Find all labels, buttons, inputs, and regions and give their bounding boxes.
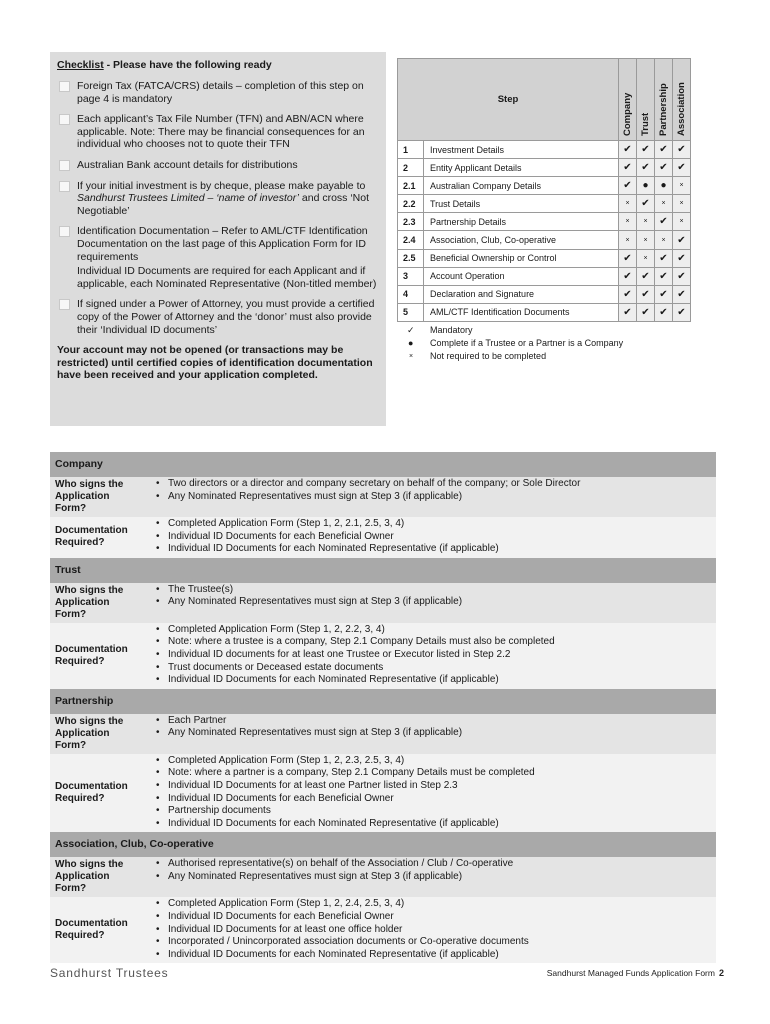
list-item: • Any Nominated Representatives must sign at Step 3 (if applicable)	[156, 727, 716, 740]
step-row	[398, 177, 691, 195]
who-signs-row	[50, 477, 716, 517]
checkbox[interactable]	[59, 181, 70, 192]
step-name: Investment Details	[424, 141, 619, 159]
step-mark: ×	[655, 231, 673, 249]
step-mark: ✔	[637, 159, 655, 177]
documentation-row	[50, 517, 716, 558]
page-number: 2	[718, 968, 724, 978]
checklist-id-note: Individual ID Documents are required for each Applicant and if applicable, each Nominated Representative (Non-titled member)	[77, 265, 377, 290]
step-row	[398, 159, 691, 177]
step-mark: ✔	[673, 285, 691, 303]
documentation-row	[50, 754, 716, 833]
documentation-label: Documentation Required?	[55, 781, 128, 805]
checklist-item-bank: Australian Bank account details for distributions	[57, 159, 378, 172]
step-number: 2.3	[398, 213, 424, 231]
documentation-list	[148, 897, 716, 963]
step-number: 5	[398, 303, 424, 321]
documentation-label: Documentation Required?	[55, 643, 128, 667]
step-name: Beneficial Ownership or Control	[424, 249, 619, 267]
step-row	[398, 231, 691, 249]
step-name: Account Operation	[424, 267, 619, 285]
col-company: Company	[619, 59, 637, 141]
who-signs-list	[148, 857, 716, 897]
list-item: • Any Nominated Representatives must sign at Step 3 (if applicable)	[156, 871, 716, 884]
step-number: 2.1	[398, 177, 424, 195]
who-signs-row	[50, 857, 716, 897]
step-number: 2.2	[398, 195, 424, 213]
step-row	[398, 141, 691, 159]
legend-item	[404, 324, 623, 337]
step-row	[398, 267, 691, 285]
list-item: • Individual ID documents for at least one Trustee or Executor listed in Step 2.2	[156, 649, 716, 662]
step-mark: ✔	[673, 231, 691, 249]
list-item: • Two directors or a director and company secretary on behalf of the company; or Sole Director	[156, 478, 716, 491]
step-mark: ×	[619, 195, 637, 213]
step-number: 1	[398, 141, 424, 159]
list-item: • Individual ID Documents for each Beneficial Owner	[156, 531, 716, 544]
step-number: 2	[398, 159, 424, 177]
step-mark: ✔	[619, 177, 637, 195]
list-item: • Each Partner	[156, 715, 716, 728]
list-item: • Trust documents or Deceased estate documents	[156, 662, 716, 675]
step-mark: ✔	[619, 159, 637, 177]
step-mark: ✔	[673, 303, 691, 321]
checkbox[interactable]	[59, 81, 70, 92]
checklist-item-fatca: Foreign Tax (FATCA/CRS) details – completion of this step on page 4 is mandatory	[57, 80, 378, 105]
step-mark: ✔	[619, 267, 637, 285]
signing-requirements	[50, 452, 716, 963]
documentation-label: Documentation Required?	[55, 525, 128, 549]
step-mark: ×	[619, 213, 637, 231]
step-mark: ×	[637, 213, 655, 231]
checkbox[interactable]	[59, 299, 70, 310]
step-mark: ✔	[637, 285, 655, 303]
step-mark: ×	[673, 177, 691, 195]
who-signs-label: Who signs the Application Form?	[55, 479, 124, 514]
step-mark: ✔	[673, 159, 691, 177]
step-mark: ✔	[655, 303, 673, 321]
step-table	[397, 58, 691, 322]
step-number: 4	[398, 285, 424, 303]
step-mark: ✔	[673, 141, 691, 159]
documentation-row	[50, 623, 716, 689]
documentation-row	[50, 897, 716, 963]
step-mark: ✔	[655, 159, 673, 177]
checkbox[interactable]	[59, 114, 70, 125]
section-heading: Association, Club, Co-operative	[50, 832, 716, 857]
who-signs-list	[148, 477, 716, 517]
footer-doc-title: Sandhurst Managed Funds Application Form 2	[546, 968, 724, 978]
legend-symbol: ●	[408, 338, 414, 348]
who-signs-row	[50, 714, 716, 754]
step-mark: ✔	[637, 195, 655, 213]
list-item: • Partnership documents	[156, 805, 716, 818]
step-name: Trust Details	[424, 195, 619, 213]
step-mark: ✔	[619, 141, 637, 159]
step-mark: ×	[673, 213, 691, 231]
who-signs-label: Who signs the Application Form?	[55, 715, 124, 751]
step-mark: ×	[637, 231, 655, 249]
step-mark: ✔	[655, 213, 673, 231]
list-item: • Individual ID Documents for each Beneficial Owner	[156, 911, 716, 924]
list-item: • Individual ID Documents for at least one office holder	[156, 924, 716, 937]
step-mark: ✔	[619, 249, 637, 267]
list-item: • Completed Application Form (Step 1, 2, 2.3, 2.5, 3, 4)	[156, 755, 716, 768]
list-item: • Individual ID Documents for each Nominated Representative (if applicable)	[156, 543, 716, 556]
list-item: • Completed Application Form (Step 1, 2, 2.2, 3, 4)	[156, 624, 716, 637]
section-heading: Company	[50, 452, 716, 477]
list-item: • Incorporated / Unincorporated association documents or Co-operative documents	[156, 936, 716, 949]
checklist-panel	[50, 52, 386, 426]
list-item: • The Trustee(s)	[156, 584, 716, 597]
who-signs-row	[50, 583, 716, 623]
step-mark: ✔	[673, 249, 691, 267]
legend-text: Complete if a Trustee or a Partner is a Company	[430, 338, 624, 348]
checklist-item-cheque: If your initial investment is by cheque, please make payable to Sandhurst Trustees Limited – ‘name of investor’ and cross ‘Not Negotiable’	[57, 180, 378, 218]
step-mark: ✔	[655, 249, 673, 267]
step-name: Australian Company Details	[424, 177, 619, 195]
step-mark: ✔	[637, 303, 655, 321]
step-header: Step	[398, 59, 619, 141]
checklist-item-poa: If signed under a Power of Attorney, you must provide a certified copy of the Power of Attorney and the ‘donor’ must also provide their ‘Individual ID documents’	[57, 298, 378, 336]
who-signs-list	[148, 714, 716, 754]
list-item: • Individual ID Documents for each Nominated Representative (if applicable)	[156, 674, 716, 687]
list-item: • Any Nominated Representatives must sign at Step 3 (if applicable)	[156, 596, 716, 609]
legend-item	[404, 350, 623, 363]
step-row	[398, 285, 691, 303]
step-mark: ●	[637, 177, 655, 195]
legend-item	[404, 337, 623, 350]
step-mark: ✔	[619, 285, 637, 303]
step-row	[398, 195, 691, 213]
step-row	[398, 303, 691, 321]
legend-text: Not required to be completed	[430, 351, 547, 361]
legend-symbol: ✓	[407, 325, 415, 335]
who-signs-label: Who signs the Application Form?	[55, 584, 124, 620]
col-association: Association	[673, 59, 691, 141]
checkbox[interactable]	[59, 226, 70, 237]
checklist-item-id-docs: Identification Documentation – Refer to AML/CTF Identification Documentation on the last page of this Application Form for ID requirements	[57, 225, 378, 263]
documentation-label: Documentation Required?	[55, 918, 128, 942]
step-mark: ✔	[619, 303, 637, 321]
step-mark: ✔	[637, 267, 655, 285]
step-mark: ✔	[655, 141, 673, 159]
step-number: 2.4	[398, 231, 424, 249]
step-mark: ✔	[655, 285, 673, 303]
list-item: • Individual ID Documents for each Nominated Representative (if applicable)	[156, 818, 716, 831]
step-mark: ×	[655, 195, 673, 213]
step-name: Partnership Details	[424, 213, 619, 231]
brand-logo: Sandhurst Trustees	[50, 966, 169, 980]
checkbox[interactable]	[59, 160, 70, 171]
step-mark: ×	[637, 249, 655, 267]
col-trust: Trust	[637, 59, 655, 141]
step-number: 2.5	[398, 249, 424, 267]
col-partnership: Partnership	[655, 59, 673, 141]
documentation-list	[148, 754, 716, 833]
checklist-title: Checklist - Please have the following ready	[57, 59, 272, 71]
step-mark: ●	[655, 177, 673, 195]
step-name: Declaration and Signature	[424, 285, 619, 303]
list-item: • Note: where a trustee is a company, Step 2.1 Company Details must also be completed	[156, 636, 716, 649]
legend-text: Mandatory	[430, 325, 473, 335]
section-heading: Partnership	[50, 689, 716, 714]
list-item: • Any Nominated Representatives must sign at Step 3 (if applicable)	[156, 491, 716, 504]
list-item: • Note: where a partner is a company, Step 2.1 Company Details must be completed	[156, 767, 716, 780]
list-item: • Individual ID Documents for each Beneficial Owner	[156, 793, 716, 806]
step-name: Entity Applicant Details	[424, 159, 619, 177]
documentation-list	[148, 623, 716, 689]
step-row	[398, 213, 691, 231]
who-signs-list	[148, 583, 716, 623]
who-signs-label: Who signs the Application Form?	[55, 859, 124, 895]
list-item: • Authorised representative(s) on behalf of the Association / Club / Co-operative	[156, 858, 716, 871]
checklist-item-tfn: Each applicant’s Tax File Number (TFN) and ABN/ACN where applicable. Note: There may be financial consequences for an individual who chooses not to quote their TFN	[57, 113, 378, 151]
step-name: AML/CTF Identification Documents	[424, 303, 619, 321]
step-number: 3	[398, 267, 424, 285]
step-mark: ✔	[637, 141, 655, 159]
checklist-warning: Your account may not be opened (or transactions may be restricted) until certified copies of identification documentation have been received and your application completed.	[57, 344, 373, 382]
step-mark: ✔	[673, 267, 691, 285]
step-mark: ×	[673, 195, 691, 213]
documentation-list	[148, 517, 716, 558]
step-name: Association, Club, Co-operative	[424, 231, 619, 249]
step-mark: ✔	[655, 267, 673, 285]
list-item: • Individual ID Documents for at least one Partner listed in Step 2.3	[156, 780, 716, 793]
list-item: • Individual ID Documents for each Nominated Representative (if applicable)	[156, 949, 716, 962]
step-row	[398, 249, 691, 267]
list-item: • Completed Application Form (Step 1, 2, 2.1, 2.5, 3, 4)	[156, 518, 716, 531]
step-mark: ×	[619, 231, 637, 249]
legend-symbol: ×	[409, 353, 414, 360]
list-item: • Completed Application Form (Step 1, 2, 2.4, 2.5, 3, 4)	[156, 898, 716, 911]
step-legend	[404, 324, 623, 363]
section-heading: Trust	[50, 558, 716, 583]
